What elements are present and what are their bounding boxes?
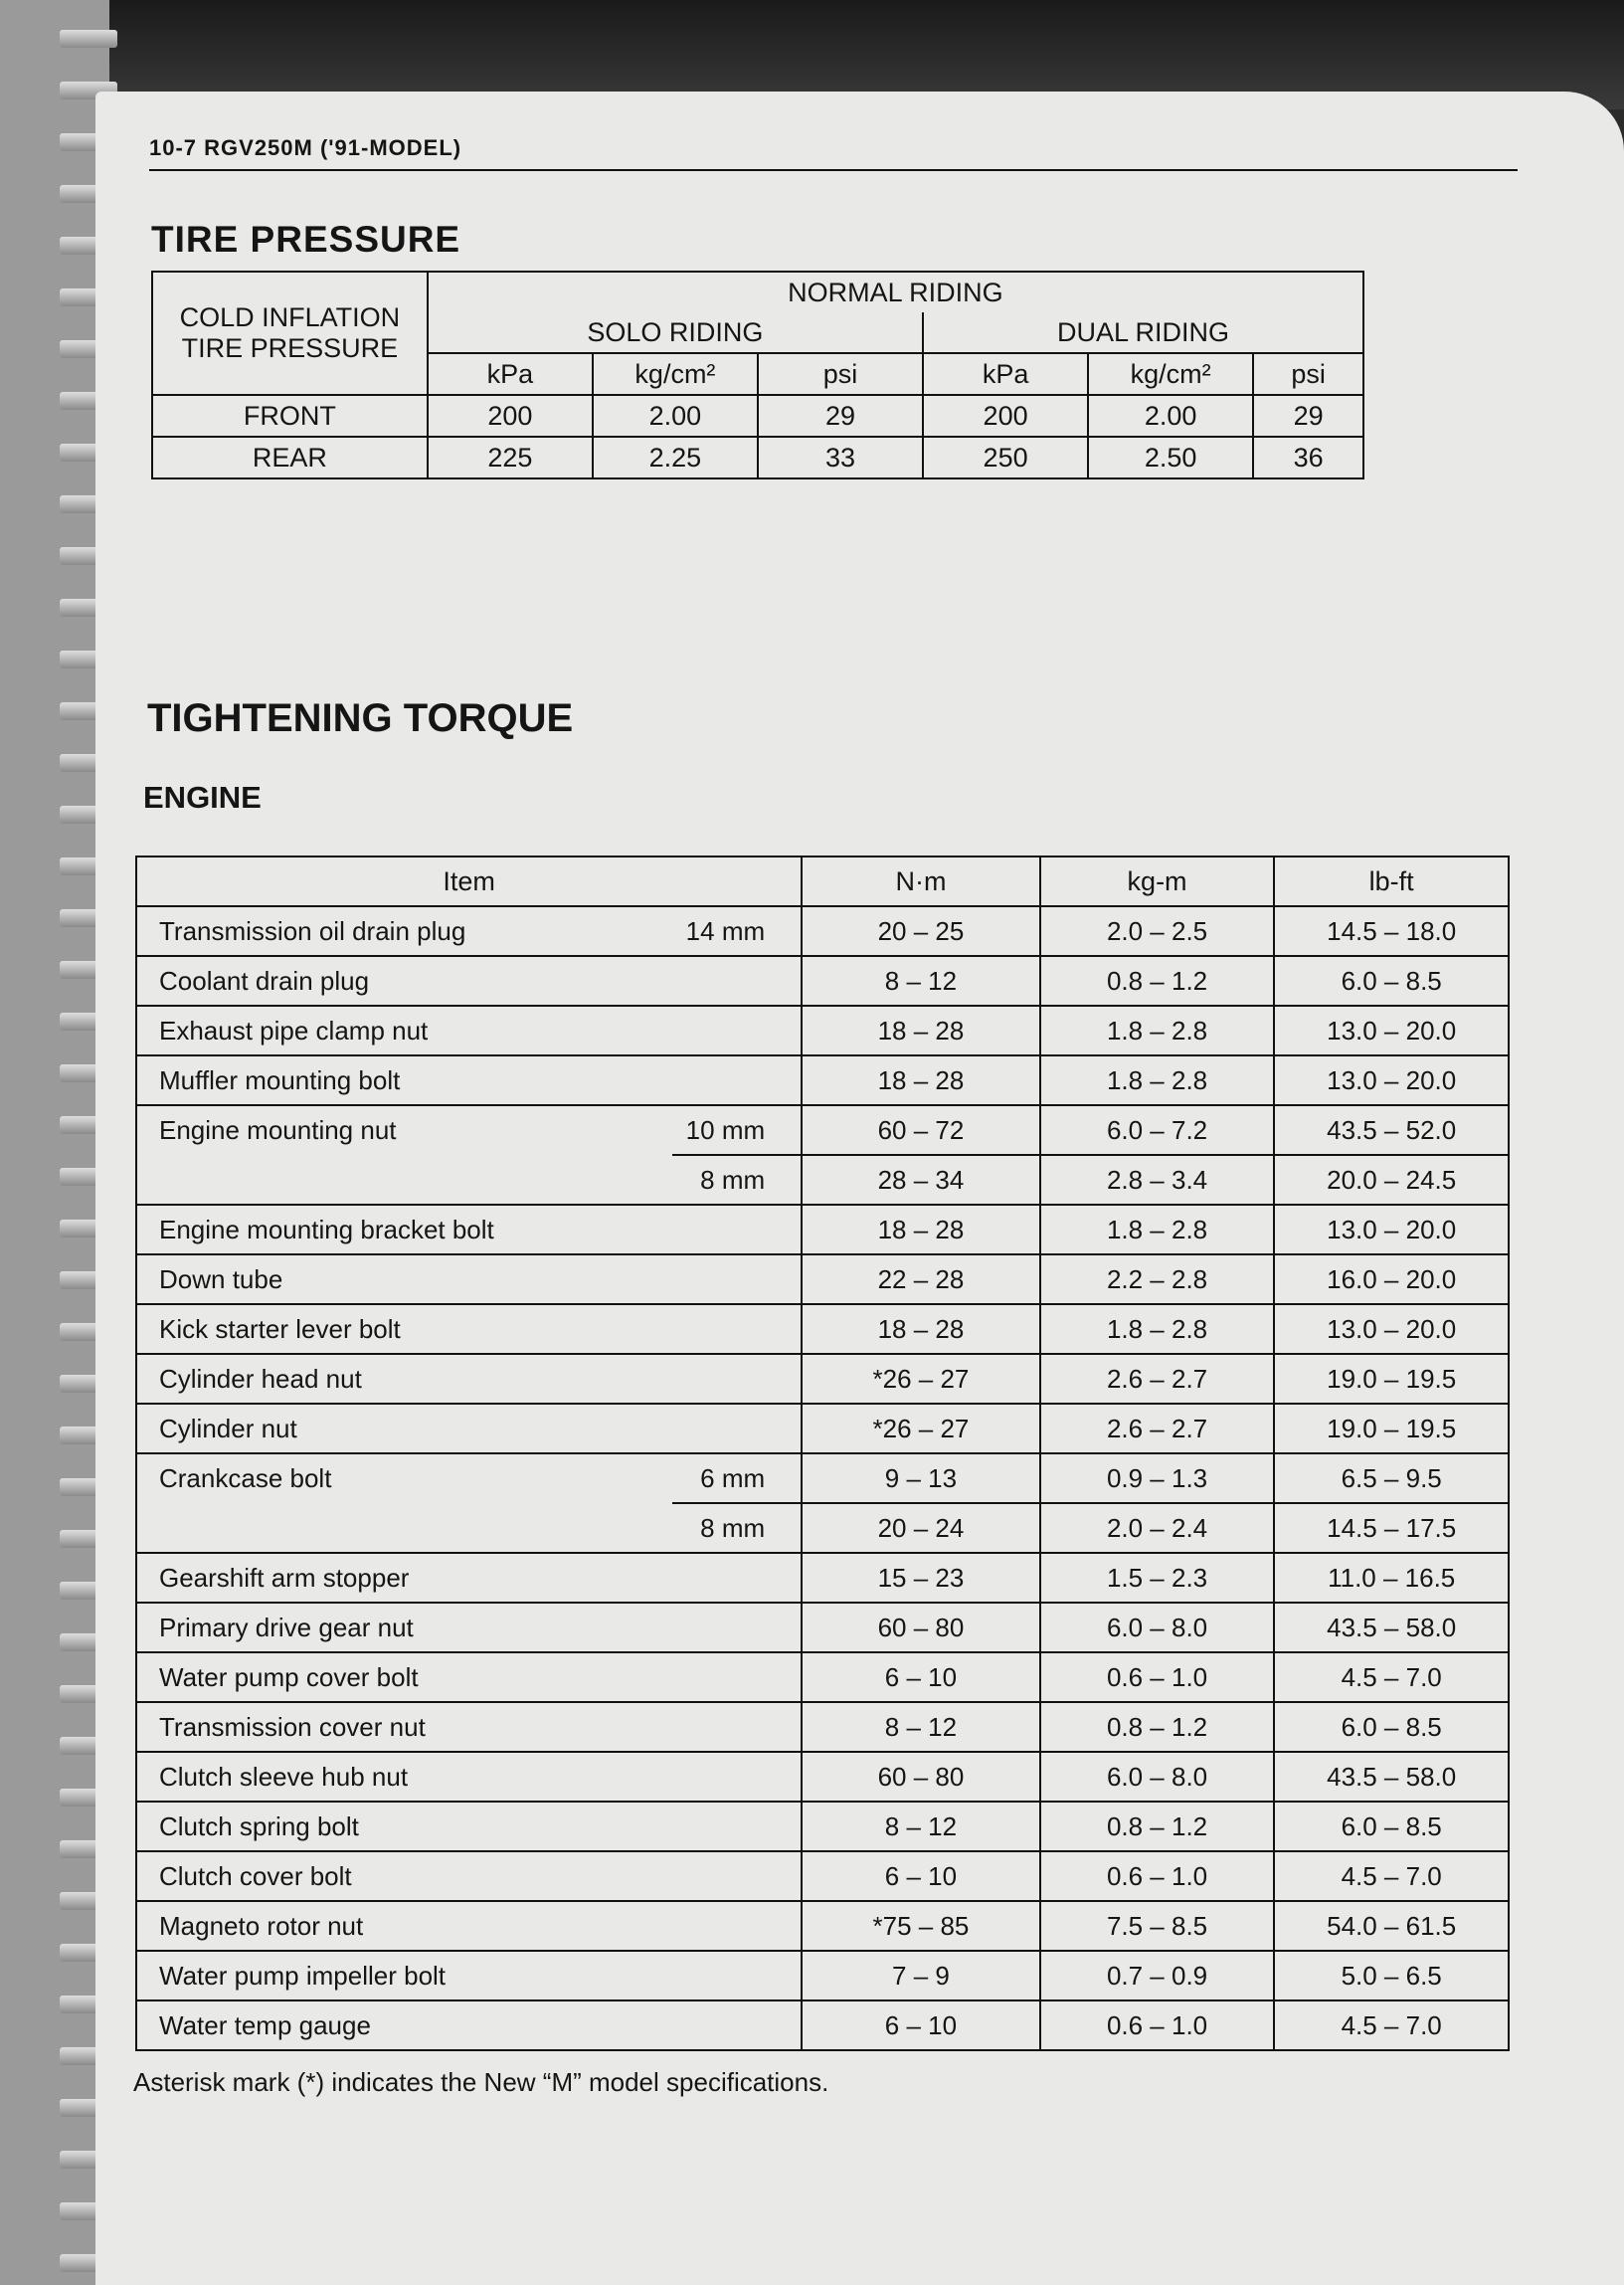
page-header: 10-7 RGV250M ('91-MODEL)	[149, 135, 1518, 171]
item-size	[672, 2000, 802, 2050]
item-size: 14 mm	[672, 906, 802, 956]
torque-nm: 15 – 23	[802, 1553, 1040, 1603]
item-name: Magneto rotor nut	[136, 1901, 672, 1951]
tire-value: 2.00	[593, 395, 758, 437]
torque-lbft: 6.0 – 8.5	[1274, 956, 1509, 1006]
torque-nm: *75 – 85	[802, 1901, 1040, 1951]
torque-lbft: 14.5 – 18.0	[1274, 906, 1509, 956]
table-row	[136, 1205, 1509, 1254]
torque-lbft: 4.5 – 7.0	[1274, 1851, 1509, 1901]
column-header-kgm: kg-m	[1040, 857, 1275, 906]
item-size	[672, 956, 802, 1006]
torque-kgm: 6.0 – 8.0	[1040, 1603, 1275, 1652]
item-name: Transmission oil drain plug	[136, 906, 672, 956]
torque-kgm: 0.8 – 1.2	[1040, 1702, 1275, 1752]
item-size	[672, 1901, 802, 1951]
tire-row-header: COLD INFLATION TIRE PRESSURE	[152, 272, 428, 395]
table-row	[136, 1105, 1509, 1155]
item-name: Gearshift arm stopper	[136, 1553, 672, 1603]
torque-table	[135, 856, 1510, 2051]
table-row	[136, 1254, 1509, 1304]
torque-lbft: 4.5 – 7.0	[1274, 1652, 1509, 1702]
torque-lbft: 6.0 – 8.5	[1274, 1802, 1509, 1851]
table-row	[136, 1006, 1509, 1055]
tire-row-rear	[152, 437, 1363, 478]
item-size	[672, 1354, 802, 1404]
tightening-torque-title: TIGHTENING TORQUE	[147, 696, 574, 740]
torque-lbft: 43.5 – 58.0	[1274, 1752, 1509, 1802]
torque-lbft: 6.0 – 8.5	[1274, 1702, 1509, 1752]
tire-value: 29	[758, 395, 923, 437]
item-size	[672, 1006, 802, 1055]
torque-kgm: 1.8 – 2.8	[1040, 1006, 1275, 1055]
item-name: Crankcase bolt	[136, 1453, 672, 1503]
item-name	[136, 1155, 672, 1205]
engine-section-title: ENGINE	[143, 780, 262, 815]
unit-solo-psi: psi	[758, 353, 923, 395]
table-row	[136, 1901, 1509, 1951]
tire-row-label: REAR	[152, 437, 428, 478]
torque-nm: 18 – 28	[802, 1055, 1040, 1105]
item-size	[672, 1802, 802, 1851]
torque-lbft: 5.0 – 6.5	[1274, 1951, 1509, 2000]
torque-nm: 6 – 10	[802, 1851, 1040, 1901]
item-name: Engine mounting nut	[136, 1105, 672, 1155]
tire-value: 2.00	[1088, 395, 1253, 437]
table-row	[136, 1354, 1509, 1404]
item-size	[672, 1404, 802, 1453]
dual-riding-header: DUAL RIDING	[923, 312, 1363, 353]
item-name: Coolant drain plug	[136, 956, 672, 1006]
torque-kgm: 0.9 – 1.3	[1040, 1453, 1275, 1503]
tire-value: 200	[428, 395, 593, 437]
torque-kgm: 1.8 – 2.8	[1040, 1055, 1275, 1105]
item-size	[672, 1603, 802, 1652]
torque-lbft: 43.5 – 52.0	[1274, 1105, 1509, 1155]
torque-kgm: 1.8 – 2.8	[1040, 1304, 1275, 1354]
torque-nm: 28 – 34	[802, 1155, 1040, 1205]
item-name: Clutch spring bolt	[136, 1802, 672, 1851]
torque-kgm: 0.8 – 1.2	[1040, 1802, 1275, 1851]
unit-dual-kgcm2: kg/cm²	[1088, 353, 1253, 395]
item-name: Engine mounting bracket bolt	[136, 1205, 672, 1254]
torque-nm: 60 – 80	[802, 1603, 1040, 1652]
table-row	[136, 906, 1509, 956]
item-size: 10 mm	[672, 1105, 802, 1155]
item-size	[672, 1652, 802, 1702]
item-size: 8 mm	[672, 1155, 802, 1205]
torque-kgm: 0.6 – 1.0	[1040, 2000, 1275, 2050]
solo-riding-header: SOLO RIDING	[428, 312, 923, 353]
torque-lbft: 13.0 – 20.0	[1274, 1006, 1509, 1055]
torque-kgm: 7.5 – 8.5	[1040, 1901, 1275, 1951]
torque-kgm: 0.8 – 1.2	[1040, 956, 1275, 1006]
item-size	[672, 1553, 802, 1603]
torque-lbft: 54.0 – 61.5	[1274, 1901, 1509, 1951]
table-row	[136, 1503, 1509, 1553]
item-name: Cylinder nut	[136, 1404, 672, 1453]
tire-row-label: FRONT	[152, 395, 428, 437]
torque-nm: 8 – 12	[802, 1702, 1040, 1752]
table-row	[136, 2000, 1509, 2050]
item-size	[672, 1702, 802, 1752]
table-row	[136, 1453, 1509, 1503]
column-header-nm: N·m	[802, 857, 1040, 906]
torque-nm: 6 – 10	[802, 1652, 1040, 1702]
torque-kgm: 2.0 – 2.5	[1040, 906, 1275, 956]
table-row	[136, 1702, 1509, 1752]
table-row	[136, 956, 1509, 1006]
item-size	[672, 1951, 802, 2000]
tire-value: 33	[758, 437, 923, 478]
table-row	[136, 1951, 1509, 2000]
table-row	[136, 1055, 1509, 1105]
item-name: Water pump impeller bolt	[136, 1951, 672, 2000]
unit-dual-psi: psi	[1253, 353, 1363, 395]
normal-riding-header: NORMAL RIDING	[428, 272, 1363, 312]
torque-nm: *26 – 27	[802, 1404, 1040, 1453]
torque-nm: 6 – 10	[802, 2000, 1040, 2050]
item-name: Muffler mounting bolt	[136, 1055, 672, 1105]
unit-solo-kpa: kPa	[428, 353, 593, 395]
torque-kgm: 1.5 – 2.3	[1040, 1553, 1275, 1603]
torque-lbft: 6.5 – 9.5	[1274, 1453, 1509, 1503]
unit-solo-kgcm2: kg/cm²	[593, 353, 758, 395]
torque-nm: 8 – 12	[802, 956, 1040, 1006]
tire-value: 250	[923, 437, 1088, 478]
table-row	[136, 1851, 1509, 1901]
torque-kgm: 0.6 – 1.0	[1040, 1652, 1275, 1702]
binding-ring	[60, 30, 117, 48]
table-row	[136, 1304, 1509, 1354]
table-row	[136, 1652, 1509, 1702]
torque-kgm: 2.2 – 2.8	[1040, 1254, 1275, 1304]
tire-value: 29	[1253, 395, 1363, 437]
column-header-lbft: lb-ft	[1274, 857, 1509, 906]
torque-nm: 20 – 25	[802, 906, 1040, 956]
torque-nm: 60 – 80	[802, 1752, 1040, 1802]
tire-value: 225	[428, 437, 593, 478]
torque-kgm: 2.0 – 2.4	[1040, 1503, 1275, 1553]
torque-kgm: 2.6 – 2.7	[1040, 1354, 1275, 1404]
item-size	[672, 1254, 802, 1304]
item-size	[672, 1752, 802, 1802]
table-row	[136, 1553, 1509, 1603]
torque-nm: 20 – 24	[802, 1503, 1040, 1553]
item-name	[136, 1503, 672, 1553]
item-size: 6 mm	[672, 1453, 802, 1503]
torque-lbft: 20.0 – 24.5	[1274, 1155, 1509, 1205]
tire-value: 200	[923, 395, 1088, 437]
tire-pressure-table	[151, 271, 1364, 479]
item-name: Exhaust pipe clamp nut	[136, 1006, 672, 1055]
tire-value: 2.25	[593, 437, 758, 478]
table-row	[136, 1404, 1509, 1453]
torque-nm: 7 – 9	[802, 1951, 1040, 2000]
tire-value: 36	[1253, 437, 1363, 478]
item-name: Primary drive gear nut	[136, 1603, 672, 1652]
item-size	[672, 1205, 802, 1254]
tire-pressure-title: TIRE PRESSURE	[151, 219, 461, 260]
item-name: Clutch sleeve hub nut	[136, 1752, 672, 1802]
torque-nm: 22 – 28	[802, 1254, 1040, 1304]
torque-lbft: 13.0 – 20.0	[1274, 1205, 1509, 1254]
torque-nm: 18 – 28	[802, 1205, 1040, 1254]
torque-lbft: 11.0 – 16.5	[1274, 1553, 1509, 1603]
torque-nm: 18 – 28	[802, 1006, 1040, 1055]
item-size	[672, 1055, 802, 1105]
table-row	[136, 1603, 1509, 1652]
torque-kgm: 2.8 – 3.4	[1040, 1155, 1275, 1205]
table-row	[136, 1752, 1509, 1802]
torque-nm: 18 – 28	[802, 1304, 1040, 1354]
torque-kgm: 2.6 – 2.7	[1040, 1404, 1275, 1453]
column-header-item: Item	[136, 857, 802, 906]
torque-lbft: 16.0 – 20.0	[1274, 1254, 1509, 1304]
torque-lbft: 14.5 – 17.5	[1274, 1503, 1509, 1553]
item-name: Clutch cover bolt	[136, 1851, 672, 1901]
torque-lbft: 13.0 – 20.0	[1274, 1055, 1509, 1105]
spiral-binding	[0, 0, 109, 2285]
torque-nm: 9 – 13	[802, 1453, 1040, 1503]
torque-kgm: 0.6 – 1.0	[1040, 1851, 1275, 1901]
torque-nm: *26 – 27	[802, 1354, 1040, 1404]
torque-lbft: 19.0 – 19.5	[1274, 1404, 1509, 1453]
tire-value: 2.50	[1088, 437, 1253, 478]
torque-nm: 8 – 12	[802, 1802, 1040, 1851]
item-name: Kick starter lever bolt	[136, 1304, 672, 1354]
torque-kgm: 0.7 – 0.9	[1040, 1951, 1275, 2000]
table-row	[136, 1155, 1509, 1205]
table-row	[136, 1802, 1509, 1851]
torque-nm: 60 – 72	[802, 1105, 1040, 1155]
item-name: Cylinder head nut	[136, 1354, 672, 1404]
torque-lbft: 19.0 – 19.5	[1274, 1354, 1509, 1404]
tire-row-front	[152, 395, 1363, 437]
torque-kgm: 1.8 – 2.8	[1040, 1205, 1275, 1254]
footnote: Asterisk mark (*) indicates the New “M” model specifications.	[133, 2067, 829, 2097]
torque-lbft: 4.5 – 7.0	[1274, 2000, 1509, 2050]
torque-kgm: 6.0 – 7.2	[1040, 1105, 1275, 1155]
torque-lbft: 43.5 – 58.0	[1274, 1603, 1509, 1652]
unit-dual-kpa: kPa	[923, 353, 1088, 395]
item-size	[672, 1851, 802, 1901]
item-size	[672, 1304, 802, 1354]
item-size: 8 mm	[672, 1503, 802, 1553]
item-name: Water temp gauge	[136, 2000, 672, 2050]
item-name: Down tube	[136, 1254, 672, 1304]
item-name: Water pump cover bolt	[136, 1652, 672, 1702]
torque-kgm: 6.0 – 8.0	[1040, 1752, 1275, 1802]
torque-lbft: 13.0 – 20.0	[1274, 1304, 1509, 1354]
item-name: Transmission cover nut	[136, 1702, 672, 1752]
